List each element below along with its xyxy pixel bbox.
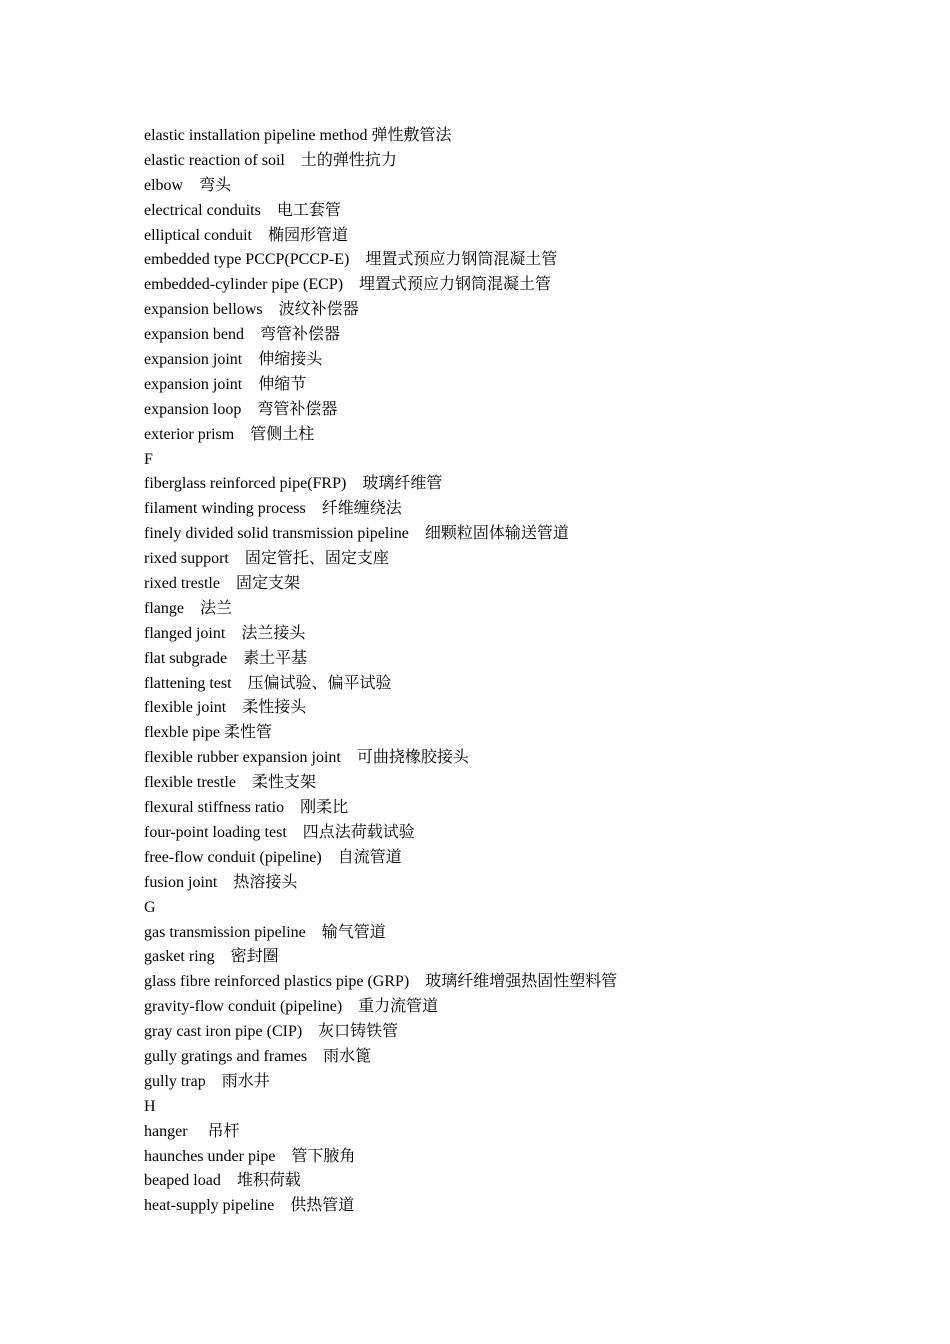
- glossary-entry: hanger 吊杆: [144, 1122, 240, 1140]
- glossary-entry: expansion joint 伸缩接头: [144, 351, 323, 369]
- glossary-entry: fiberglass reinforced pipe(FRP) 玻璃纤维管: [144, 475, 443, 493]
- glossary-entry: flanged joint 法兰接头: [144, 624, 306, 642]
- glossary-entry: elliptical conduit 椭园形管道: [144, 226, 348, 244]
- glossary-entry: flexble pipe 柔性管: [144, 724, 272, 742]
- glossary-entry: expansion joint 伸缩节: [144, 375, 307, 393]
- glossary-entry: gas transmission pipeline 输气管道: [144, 923, 386, 941]
- glossary-entry: fusion joint 热溶接头: [144, 873, 298, 891]
- glossary-list: [144, 124, 904, 1219]
- glossary-entry: four-point loading test 四点法荷载试验: [144, 823, 415, 841]
- glossary-entry: flange 法兰: [144, 599, 232, 617]
- glossary-entry: gravity-flow conduit (pipeline) 重力流管道: [144, 998, 439, 1016]
- glossary-entry: rixed support 固定管托、固定支座: [144, 550, 389, 568]
- glossary-entry: flattening test 压偏试验、偏平试验: [144, 674, 392, 692]
- glossary-entry: elastic installation pipeline method 弹性敷管法: [144, 127, 452, 144]
- glossary-entry: rixed trestle 固定支架: [144, 575, 300, 593]
- glossary-entry: gully gratings and frames 雨水篦: [144, 1047, 372, 1065]
- glossary-entry: gasket ring 密封圈: [144, 948, 279, 966]
- glossary-entry: expansion bend 弯管补偿器: [144, 326, 340, 344]
- glossary-entry: embedded-cylinder pipe (ECP) 埋置式预应力钢筒混凝土管: [144, 276, 552, 294]
- glossary-entry: filament winding process 纤维缠绕法: [144, 500, 402, 518]
- glossary-entry: flexible trestle 柔性支架: [144, 774, 316, 792]
- glossary-entry: gully trap 雨水井: [144, 1072, 270, 1090]
- glossary-entry: embedded type PCCP(PCCP-E) 埋置式预应力钢筒混凝土管: [144, 251, 558, 269]
- glossary-entry: expansion bellows 波纹补偿器: [144, 301, 359, 319]
- glossary-entry: beaped load 堆积荷载: [144, 1172, 301, 1190]
- section-letter: F: [144, 450, 153, 468]
- glossary-entry: expansion loop 弯管补偿器: [144, 400, 338, 418]
- glossary-entry: elbow 弯头: [144, 176, 232, 194]
- glossary-entry: gray cast iron pipe (CIP) 灰口铸铁管: [144, 1023, 399, 1041]
- glossary-entry: flexible joint 柔性接头: [144, 699, 307, 717]
- glossary-entry: electrical conduits 电工套管: [144, 201, 341, 219]
- glossary-entry: elastic reaction of soil 土的弹性抗力: [144, 151, 397, 169]
- glossary-entry: heat-supply pipeline 供热管道: [144, 1197, 355, 1215]
- glossary-entry: free-flow conduit (pipeline) 自流管道: [144, 848, 402, 866]
- glossary-entry: flexural stiffness ratio 刚柔比: [144, 799, 349, 817]
- section-letter: G: [144, 898, 156, 916]
- glossary-entry: glass fibre reinforced plastics pipe (GRP) 玻璃纤维增强热固性塑料管: [144, 973, 618, 991]
- glossary-entry: finely divided solid transmission pipeline 细颗粒固体输送管道: [144, 525, 569, 543]
- glossary-entry: exterior prism 管侧土柱: [144, 425, 315, 443]
- glossary-entry: haunches under pipe 管下腋角: [144, 1147, 356, 1165]
- glossary-entry: flat subgrade 素土平基: [144, 649, 308, 667]
- glossary-entry: flexible rubber expansion joint 可曲挠橡胶接头: [144, 749, 469, 767]
- section-letter: H: [144, 1097, 156, 1115]
